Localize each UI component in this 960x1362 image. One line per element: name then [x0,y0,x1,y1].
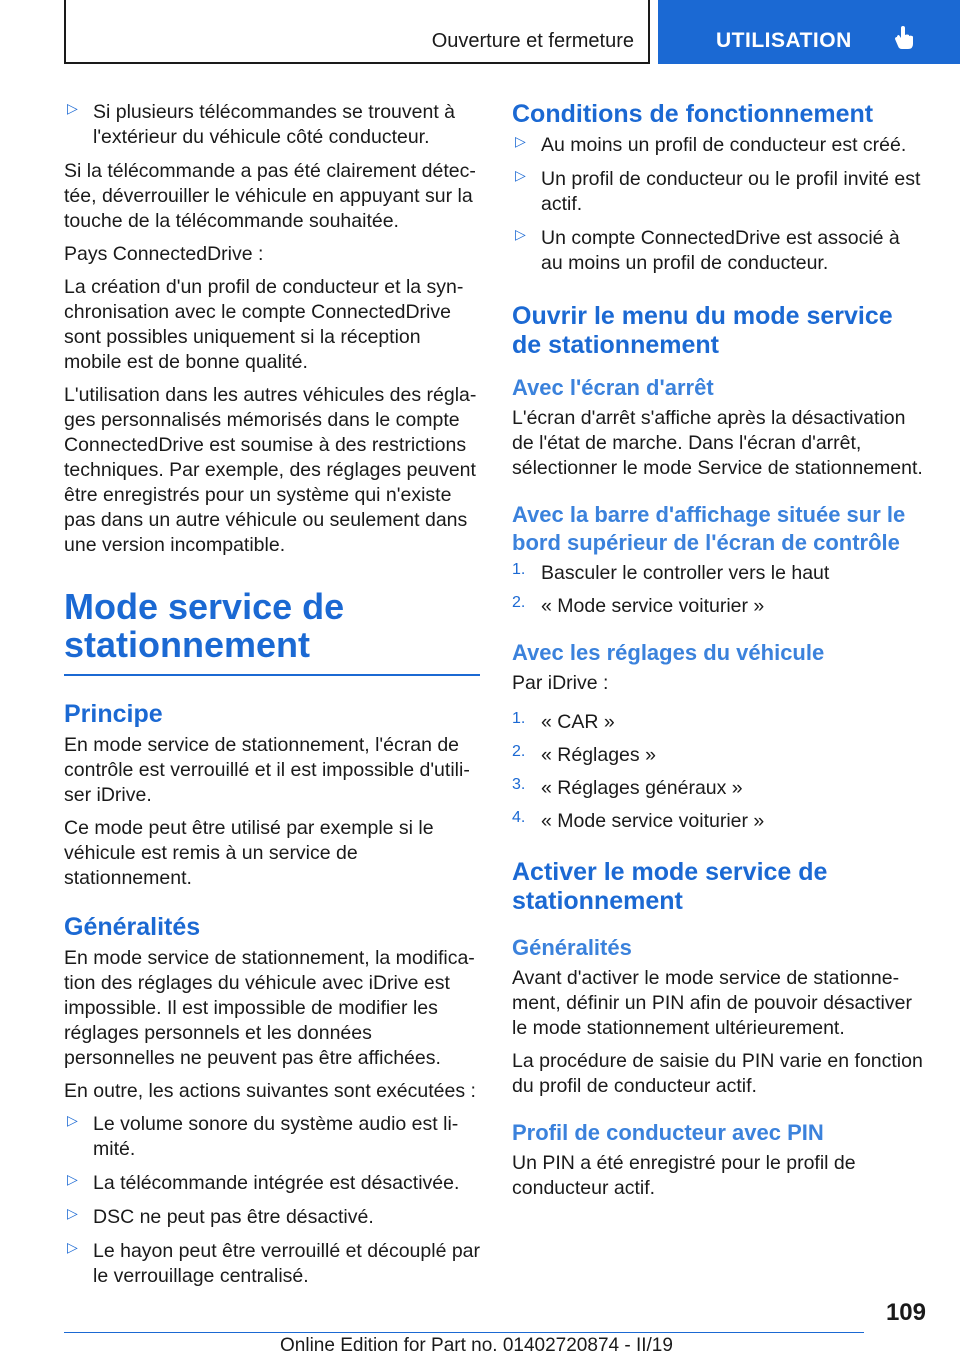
footer-divider [64,1332,864,1333]
bullet-text: DSC ne peut pas être désactivé. [93,1206,374,1228]
list-item [64,1205,480,1230]
paragraph: Pays ConnectedDrive : [64,243,264,265]
numbered-item [512,710,924,735]
step-text: « Réglages généraux » [541,777,743,799]
list-item [64,100,480,150]
left-column [64,100,480,1298]
right-column [512,100,924,1209]
step-number: 1. [512,710,526,727]
heading-ecran-arret: Avec l'écran d'arrêt [512,375,714,400]
bullet-text: Un compte ConnectedDrive est associé à au moins un profil de conducteur. [541,227,900,274]
pointing-hand-icon [894,24,916,50]
bullet-triangle-icon: ▷ [67,100,78,116]
step-text: « Mode service voiturier » [541,595,765,617]
list-item [512,133,924,158]
numbered-item [512,776,924,801]
section-title: Mode service de stationnement [64,588,480,676]
paragraph: L'écran d'arrêt s'affiche après la désactivation de l'état de marche. Dans l'écran d'arrêt, sélectionner le mode Service de stationnement. [512,407,923,479]
bullet-triangle-icon: ▷ [67,1112,78,1128]
heading-conditions: Conditions de fonctionnement [512,100,874,128]
numbered-item [512,743,924,768]
page-number: 109 [885,1299,926,1326]
paragraph: Ce mode peut être utilisé par exemple si le véhicule est remis à un service de stationnement. [64,817,434,889]
bullet-text: Si plusieurs télécommandes se trouvent à l'extérieur du véhicule côté conducteur. [93,101,456,148]
paragraph: La procédure de saisie du PIN varie en fonction du profil de conducteur actif. [512,1050,923,1097]
heading-activer: Activer le mode service de stationnement [512,858,828,915]
step-text: Basculer le controller vers le haut [541,562,830,584]
step-number: 3. [512,776,526,793]
bullet-triangle-icon: ▷ [515,226,526,242]
list-item [64,1112,480,1162]
paragraph: Un PIN a été enregistré pour le profil de conducteur actif. [512,1152,856,1199]
list-item [512,226,924,276]
step-text: « Mode service voiturier » [541,810,765,832]
step-text: « CAR » [541,711,615,733]
header-section-title: Ouverture et fermeture [431,30,634,52]
heading-ouvrir: Ouvrir le menu du mode service de stationnement [512,302,893,359]
bullet-text: Le hayon peut être verrouillé et découplé par le verrouillage centralisé. [93,1240,481,1287]
list-item [512,167,924,217]
bullet-text: La télécommande intégrée est désactivée. [93,1172,460,1194]
numbered-item [512,561,924,586]
heading-generalites: Généralités [512,935,632,960]
header-chapter-title: UTILISATION [716,29,852,52]
step-number: 2. [512,594,526,611]
bullet-triangle-icon: ▷ [67,1171,78,1187]
paragraph: Si la télécommande a pas été clairement détectée, déverrouiller le véhicule en appuyant sur la touche de la télécommande souhaitée. [64,160,476,232]
paragraph: Avant d'activer le mode service de stationnement, définir un PIN afin de pouvoir désactiver le mode stationnement ultérieurement. [512,967,912,1039]
header-chapter-tab [658,0,960,64]
step-text: « Réglages » [541,744,656,766]
paragraph: En outre, les actions suivantes sont exécutées : [64,1080,476,1102]
paragraph: L'utilisation dans les autres véhicules des réglages personnalisés mémorisés dans le compte ConnectedDrive est soumise à des restrictions techniques. Par exemple, des réglages peuvent être enregistrés pour un système qui n'existe pas dans un autre véhicule ou seulement dans une version incompatible. [64,384,477,556]
paragraph: En mode service de stationnement, la modification des réglages du véhicule avec iDrive est impossible. Il est impossible de modifier les réglages personnels et les données personnelles ne peuvent pas être affichées. [64,947,475,1069]
paragraph: Par iDrive : [512,672,609,694]
list-item [64,1171,480,1196]
bullet-triangle-icon: ▷ [515,167,526,183]
numbered-item [512,594,924,619]
heading-reglages: Avec les réglages du véhicule [512,640,825,665]
list-item [64,1239,480,1289]
bullet-text: Le volume sonore du système audio est limité. [93,1113,459,1160]
paragraph: En mode service de stationnement, l'écran de contrôle est verrouillé et il est impossible d'utiliser iDrive. [64,734,470,806]
step-number: 4. [512,809,526,826]
heading-generalites: Généralités [64,913,201,941]
bullet-triangle-icon: ▷ [67,1205,78,1221]
bullet-triangle-icon: ▷ [515,133,526,149]
header-section-tab [64,0,650,64]
bullet-triangle-icon: ▷ [67,1239,78,1255]
paragraph: La création d'un profil de conducteur et la synchronisation avec le compte ConnectedDrive sont possibles uniquement si la réception mobile est de bonne qualité. [64,276,464,373]
step-number: 1. [512,561,526,578]
footer-edition: Online Edition for Part no. 01402720874 - II/19 [280,1335,673,1356]
step-number: 2. [512,743,526,760]
heading-principe: Principe [64,700,163,728]
numbered-item [512,809,924,834]
heading-profil-pin: Profil de conducteur avec PIN [512,1120,824,1145]
bullet-text: Un profil de conducteur ou le profil invité est actif. [541,168,921,215]
bullet-text: Au moins un profil de conducteur est créé. [541,134,907,156]
heading-barre-affichage: Avec la barre d'affichage située sur le bord supérieur de l'écran de contrôle [512,502,906,555]
